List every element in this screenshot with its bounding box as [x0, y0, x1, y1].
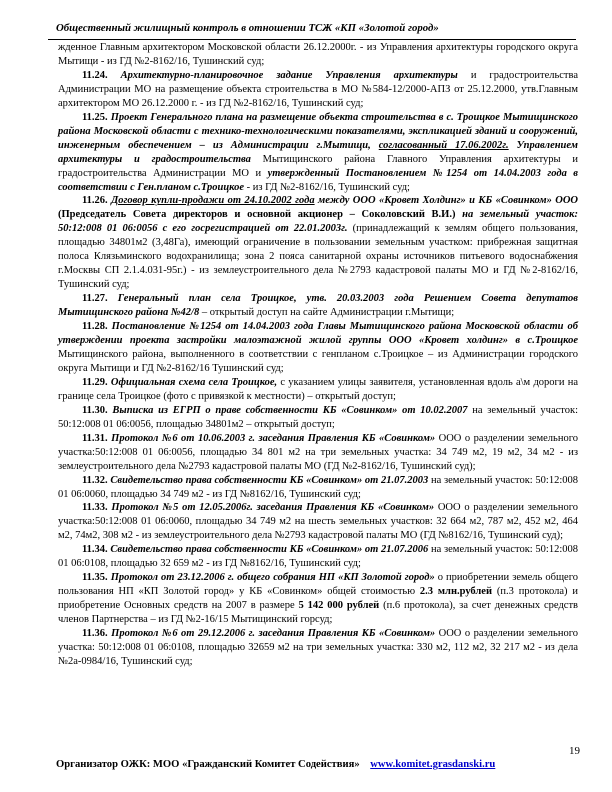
- paragraph-text: Выписка из ЕГРП о праве собственности КБ «Совинком» от 10.02.2007: [112, 404, 468, 416]
- list-item: [58, 432, 578, 474]
- item-number: 11.35.: [82, 572, 111, 584]
- paragraph-text: между: [314, 195, 350, 207]
- paragraph-text: ООО «Кровет Холдинг» и КБ «Совинком» ООО: [349, 195, 578, 207]
- paragraph-text: 5 142 000 рублей: [298, 600, 380, 612]
- item-number: 11.27.: [82, 293, 118, 305]
- paragraph-text: - из ГД №2-8162/16, Тушинский суд;: [244, 181, 410, 193]
- paragraph-text: (п.3 протокола) и приобретение Основных средств на 2007 в размере: [58, 586, 578, 612]
- header-divider: [48, 39, 576, 40]
- list-item: [58, 543, 578, 571]
- paragraph-text: Протокол от 23.12.2006 г. общего собрания НП «КП Золотой город»: [110, 572, 435, 584]
- paragraph-text: жденное Главным архитектором Московской области 26.12.2000г. - из Управления архитектуры городского округа Мытищи - из ГД №2-8162/16, Тушинский суд;: [58, 42, 578, 67]
- item-number: 11.31.: [82, 432, 112, 444]
- item-number: 11.24.: [82, 69, 121, 81]
- paragraph-text: (принадлежащий к землям общего пользования, площадью 34801м2 (3,48Га), имеющий ограничение в пользовании земельным участком: прибрежная защитная полоса Клязьминского водохранилища; зона 2 пояса санитарной охраны источников питьевого водоснабжения г.Москвы СП 2.1.4.031-95г.) - из землеустроительного дела №2793 кадастровой палаты МО и ГД №2-8162/16, Тушинский суд;: [58, 223, 578, 291]
- paragraph-text: ООО о разделении земельного участка: 50:12:008 01 06:0108, площадью 32659 м2 на три земельных участка: 330 м2, 112 м2, 32 217 м2 - из дела №2а-0984/16, Тушинский суд;: [58, 628, 579, 667]
- item-number: 11.36.: [82, 628, 112, 640]
- page-footer: [56, 759, 586, 770]
- paragraph-text: Мытищинского района, выполненного в соответствии с генпланом с.Троицкое – из Администрации городского округа Мытищи и ГД №2-8162/16 Тушинский суд;: [58, 348, 578, 374]
- item-number: 11.29.: [82, 376, 111, 388]
- list-item: [58, 69, 578, 111]
- paragraph-text: Проект Генерального плана на размещение объекта строительства в с. Троицкое Мытищинского района Московской области с технико-технологическими показателями, экспликацией зданий и сооружений, инженерным обеспечением – из Администрации г.Мытищи,: [58, 111, 579, 151]
- paragraph-text: Архитектурно-планировочное задание Управления архитектуры: [120, 69, 458, 81]
- paragraph-text: Свидетельство права собственности КБ «Совинком» от 21.07.2006: [110, 544, 429, 556]
- item-number: 11.28.: [82, 321, 112, 333]
- list-item: [58, 501, 578, 543]
- continued-paragraph: [58, 41, 578, 69]
- paragraph-text: и градостроительства Администрации МО на размещение объекта строительства в МО №584-12/2000-АПЗ от 25.12.2000, утв.Главным архитектором МО 26.12.2000 г. - из ГД №2-8162/16, Тушинский суд;: [58, 69, 578, 109]
- paragraph-text: о приобретении земель общего пользования НП «КП Золотой город» у КБ «Совинком» общей стоимостью: [58, 572, 579, 598]
- paragraph-text: с указанием улицы заявителя, установленная вдоль а\м дороги на границе села Троицкое (фото с привязкой к местности) – открытый доступ;: [58, 376, 578, 402]
- paragraph-text: утвержденный Постановлением №1254 от 14.04.2003 года в соответствии с Ген.планом с.Троицкое: [58, 167, 578, 193]
- page-number: 19: [569, 745, 580, 757]
- paragraph-text: на земельный участок: 50:12:008 01 06:0060, площадью 34 749 м2 - из ГД №8162/16, Тушинский суд;: [58, 474, 578, 500]
- footer-organizer: Организатор ОЖК: МОО «Гражданский Комитет Содействия»: [56, 759, 360, 770]
- list-item: [58, 627, 578, 669]
- paragraph-text: Протокол №6 от 10.06.2003 г. заседания Правления КБ «Совинком»: [111, 432, 436, 444]
- list-item: [58, 474, 578, 502]
- paragraph-text: Договор купли-продажи от 24.10.2002 года: [111, 195, 315, 207]
- list-item: [58, 194, 578, 292]
- paragraph-text: Управлением архитектуры и градостроительства: [58, 139, 578, 165]
- paragraph-text: 2.3 млн.рублей: [419, 586, 493, 598]
- list-item: [58, 292, 578, 320]
- paragraph-text: Протокол №5 от 12.05.2006г. заседания Правления КБ «Совинком»: [111, 502, 435, 514]
- item-number: 11.25.: [82, 111, 111, 123]
- document-body: [58, 41, 578, 669]
- item-number: 11.26.: [82, 195, 112, 207]
- paragraph-text: Мытищинского района Главного Управления архитектуры и градостроительства Администрации МО и: [58, 153, 578, 179]
- paragraph-text: ООО о разделении земельного участка:50:12:008 01 06:0060, площадью 34 749 м2 на шесть земельных участков: 32 664 м2, 787 м2, 452 м2, 464 м2, 74м2, 308 м2 - из землеустроительного дела №2793 кадастровой палаты МО (ГД №8162/16, Тушинский суд);: [58, 502, 578, 542]
- paragraph-text: (Председатель Совета директоров и основной акционер – Соколовский В.И.): [58, 209, 463, 221]
- item-number: 11.34.: [82, 544, 111, 556]
- list-item: [58, 404, 578, 432]
- paragraph-text: на земельный участок: 50:12:008 01 06:0056 с его госрегистрацией от 22.01.2003г.: [58, 209, 578, 235]
- item-number: 11.33.: [82, 502, 112, 514]
- list-item: [58, 571, 578, 627]
- paragraph-text: (п.6 протокола), за счет денежных средств членов Партнерства – из ГД №2-16/15 Мытищинский горсуд;: [58, 600, 578, 626]
- list-item: [58, 111, 578, 195]
- paragraph-text: Генеральный план села Троицкое, утв. 20.03.2003 года Решением Совета депутатов Мытищинского района №42/8: [58, 293, 579, 319]
- footer-website-link[interactable]: www.komitet.grasdanski.ru: [370, 759, 496, 770]
- item-number: 11.30.: [82, 404, 113, 416]
- paragraph-text: согласованный 17.06.2002г.: [378, 139, 509, 151]
- list-item: [58, 320, 578, 376]
- paragraph-text: Протокол №6 от 29.12.2006 г. заседания Правления КБ «Совинком»: [111, 628, 436, 640]
- paragraph-text: на земельный участок: 50:12:008 01 06:0056, площадью 34801м2 – открытый доступ;: [58, 404, 578, 430]
- paragraph-text: ООО о разделении земельного участка:50:12:008 01 06:0056, площадью 34 801 м2 на три земельных участка: 34 749 м2, 19 м2, 34 м2 - из землеустроительного дела №2793 кадастровой палаты МО (ГД №2-8162/16, Тушинский суд);: [58, 432, 579, 472]
- paragraph-text: Официальная схема села Троицкое,: [110, 376, 278, 388]
- paragraph-text: Свидетельство права собственности КБ «Совинком» от 21.07.2003: [110, 474, 429, 486]
- paragraph-text: – открытый доступ на сайте Администрации г.Мытищи;: [199, 307, 455, 319]
- paragraph-text: на земельный участок: 50:12:008 01 06:0108, площадью 32 659 м2 - из ГД №8162/16, Тушинский суд;: [58, 544, 578, 570]
- list-item: [58, 376, 578, 404]
- paragraph-text: Постановление №1254 от 14.04.2003 года Главы Мытищинского района Московской области об утверждении проекта застройки малоэтажной жилой группы ООО «Кровет холдинг» в с.Троицкое: [58, 321, 578, 347]
- page-header: Общественный жилищный контроль в отношении ТСЖ «КП «Золотой город»: [56, 22, 439, 34]
- item-number: 11.32.: [82, 474, 111, 486]
